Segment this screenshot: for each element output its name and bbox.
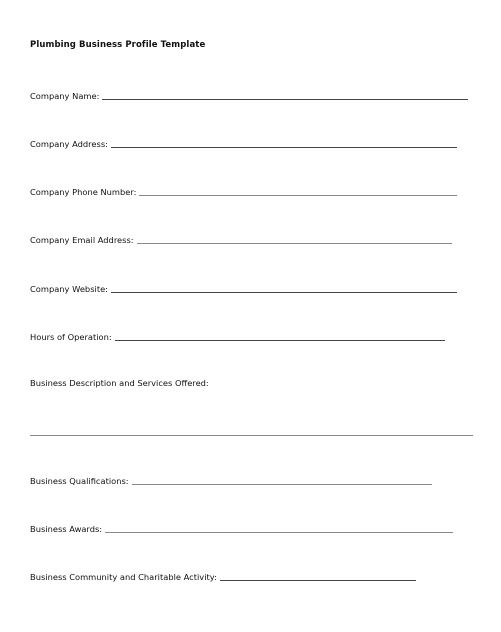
company-phone-field: [30, 185, 457, 199]
hours-of-operation-blank-line[interactable]: [115, 340, 445, 341]
company-email-field: [30, 233, 452, 247]
company-address-blank-line[interactable]: [111, 147, 457, 148]
company-name-label: Company Name:: [30, 91, 100, 101]
company-phone-blank-line[interactable]: [139, 195, 457, 196]
company-website-field: [30, 282, 457, 296]
company-name-blank-line[interactable]: [102, 99, 468, 100]
business-description-label: Business Description and Services Offered:: [30, 378, 209, 388]
company-email-blank-line[interactable]: [137, 243, 452, 244]
business-awards-field: [30, 522, 453, 536]
hours-of-operation-label: Hours of Operation:: [30, 332, 112, 342]
hours-of-operation-field: [30, 330, 445, 344]
company-website-label: Company Website:: [30, 284, 108, 294]
business-awards-blank-line[interactable]: [105, 532, 453, 533]
company-phone-label: Company Phone Number:: [30, 187, 137, 197]
community-activity-blank-line[interactable]: [220, 580, 416, 581]
business-qualifications-label: Business Qualifications:: [30, 476, 129, 486]
company-name-field: [30, 89, 468, 103]
company-website-blank-line[interactable]: [111, 292, 457, 293]
document-title: Plumbing Business Profile Template: [30, 40, 206, 50]
community-activity-field: [30, 570, 416, 584]
company-address-label: Company Address:: [30, 139, 108, 149]
company-email-label: Company Email Address:: [30, 235, 134, 245]
business-qualifications-field: [30, 474, 432, 488]
business-qualifications-blank-line[interactable]: [132, 484, 432, 485]
business-awards-label: Business Awards:: [30, 524, 103, 534]
business-description-blank-line[interactable]: [30, 435, 473, 436]
community-activity-label: Business Community and Charitable Activity:: [30, 572, 217, 582]
company-address-field: [30, 137, 457, 151]
